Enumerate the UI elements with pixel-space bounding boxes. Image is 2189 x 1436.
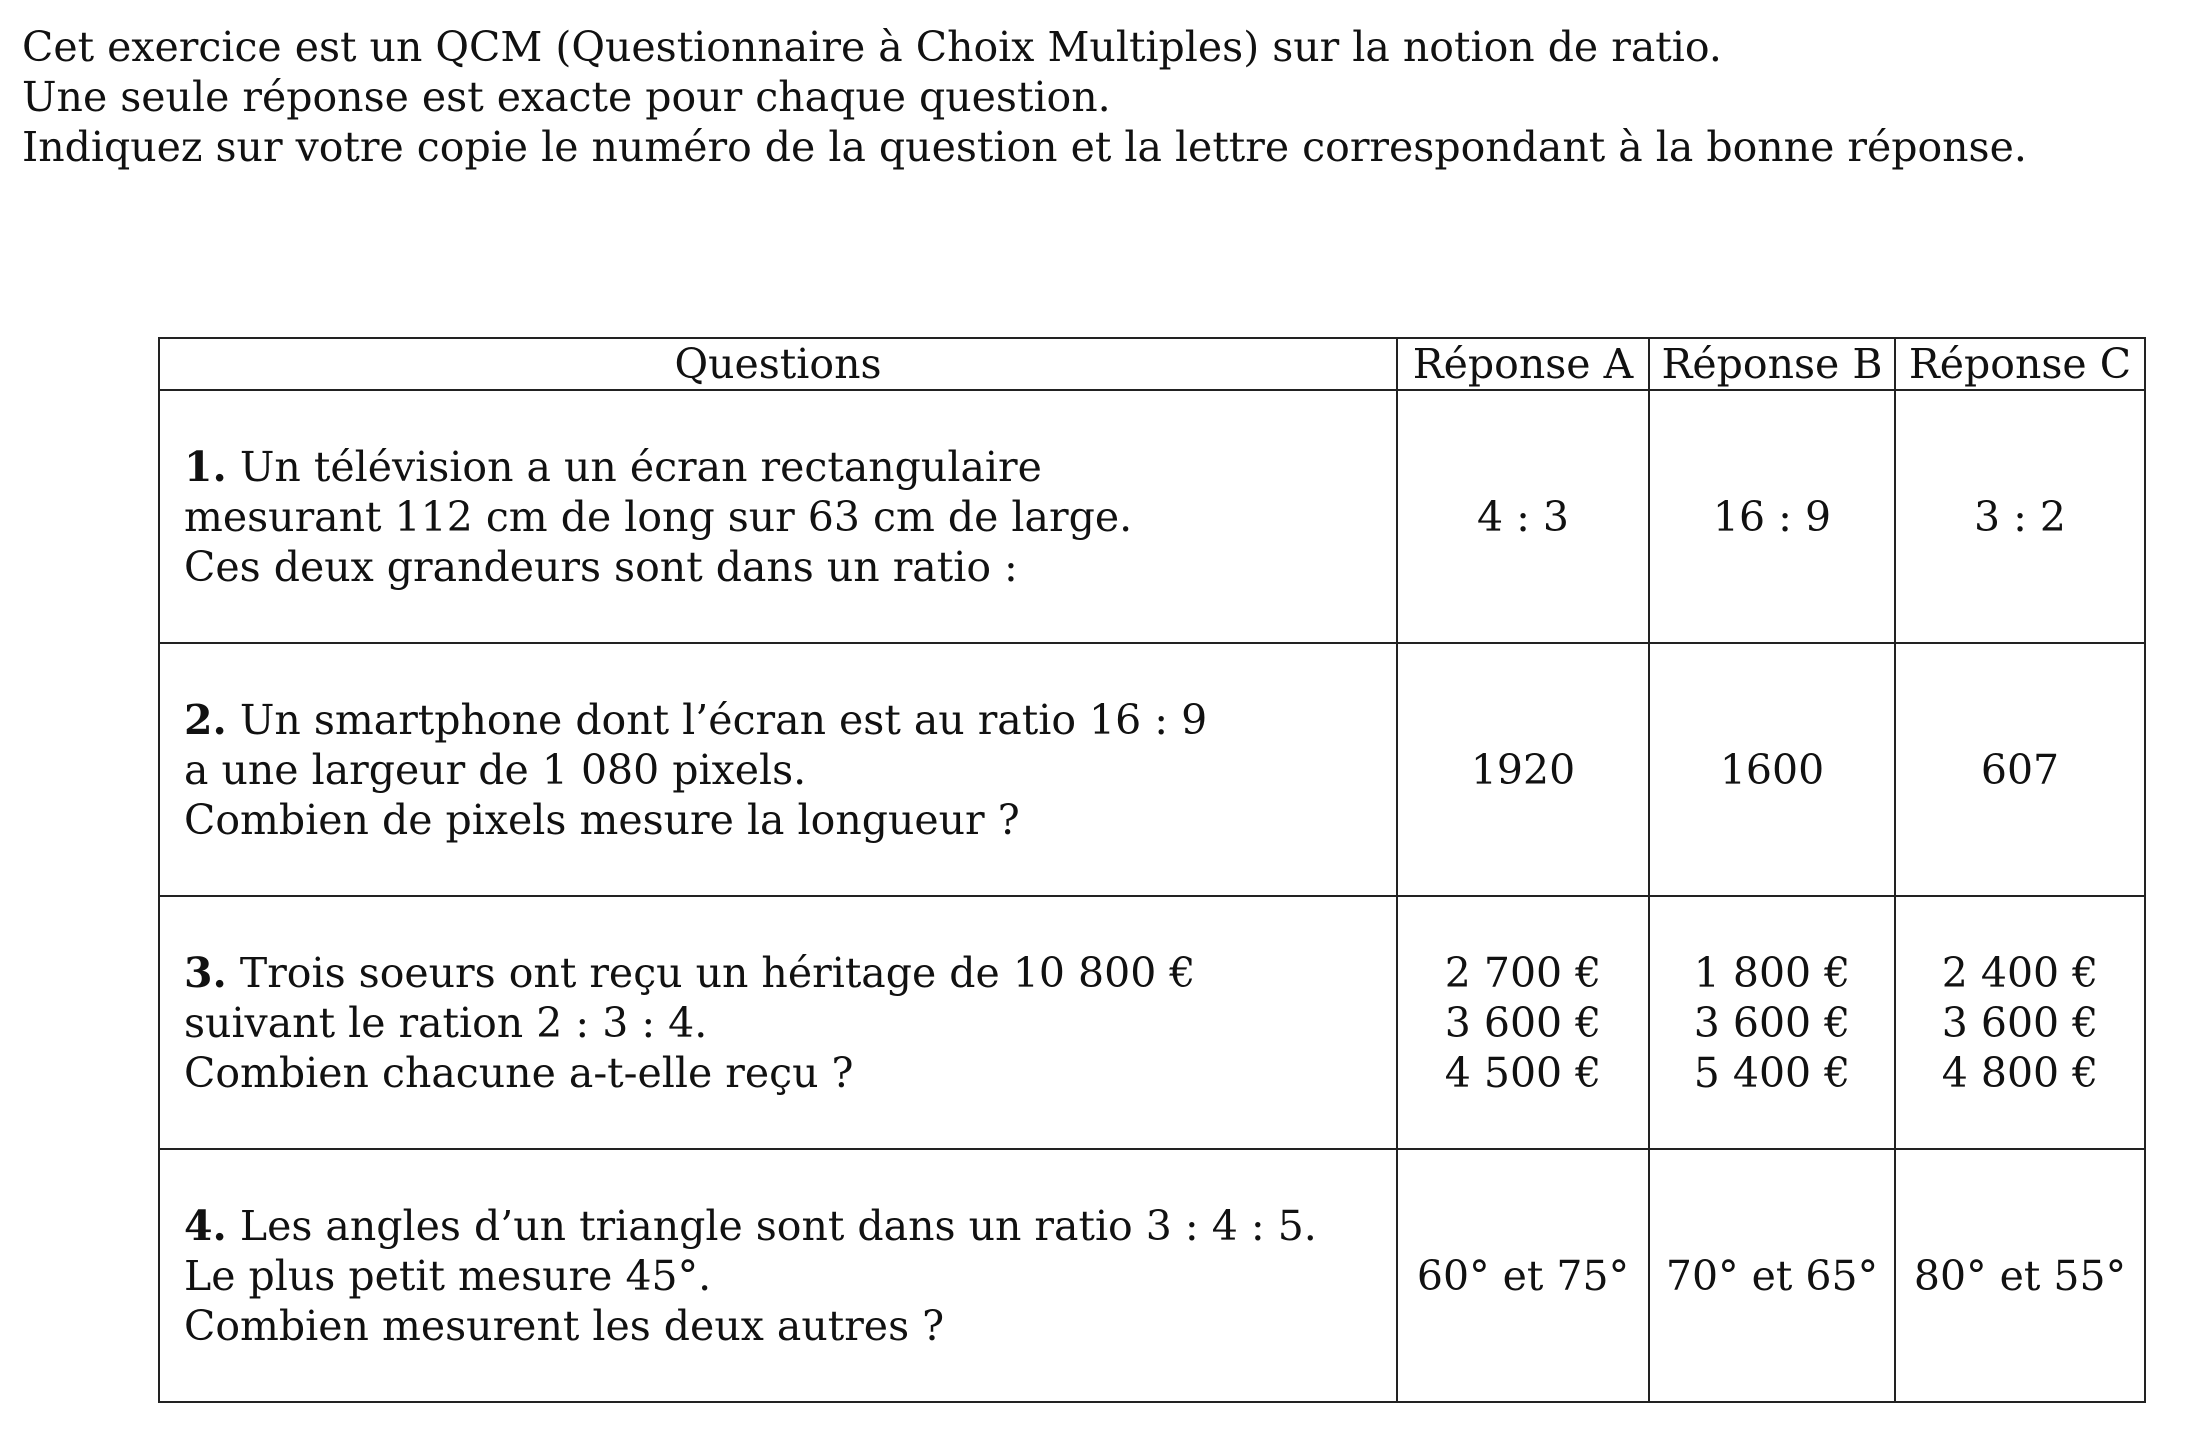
answer-value: 80° et 55° bbox=[1913, 1251, 2127, 1300]
answer-a bbox=[1397, 390, 1649, 643]
answer-b bbox=[1649, 1149, 1895, 1402]
answer-value: 5 400 € bbox=[1693, 1048, 1851, 1097]
table-row bbox=[159, 1149, 2145, 1402]
question-line: Le plus petit mesure 45°. bbox=[184, 1251, 712, 1300]
question-line bbox=[184, 1201, 1396, 1251]
answer-value: 4 : 3 bbox=[1476, 492, 1570, 541]
answer-c bbox=[1895, 643, 2145, 896]
answer-value: 4 800 € bbox=[1941, 1048, 2099, 1097]
question-4 bbox=[159, 1149, 1397, 1402]
answer-value: 2 700 € bbox=[1444, 948, 1602, 997]
question-line bbox=[184, 442, 1396, 492]
question-line: Combien chacune a-t-elle reçu ? bbox=[184, 1048, 854, 1097]
answer-value: 3 600 € bbox=[1693, 998, 1851, 1047]
instruction-line-1: Cet exercice est un QCM (Questionnaire à Choix Multiples) sur la notion de ratio. bbox=[22, 23, 1722, 71]
answer-b bbox=[1649, 643, 1895, 896]
question-1 bbox=[159, 390, 1397, 643]
question-text: Trois soeurs ont reçu un héritage de 10 800 € bbox=[226, 948, 1196, 997]
question-line: Combien de pixels mesure la longueur ? bbox=[184, 795, 1020, 844]
answer-b bbox=[1649, 390, 1895, 643]
question-line: Combien mesurent les deux autres ? bbox=[184, 1301, 945, 1350]
header-answer-a: Réponse A bbox=[1397, 338, 1649, 390]
answer-c bbox=[1895, 390, 2145, 643]
question-line: suivant le ration 2 : 3 : 4. bbox=[184, 998, 708, 1047]
answer-b bbox=[1649, 896, 1895, 1149]
answer-c bbox=[1895, 1149, 2145, 1402]
answer-value: 2 400 € bbox=[1941, 948, 2099, 997]
answer-value: 1600 bbox=[1719, 745, 1825, 794]
question-number: 3. bbox=[184, 948, 227, 997]
question-line bbox=[184, 948, 1396, 998]
answer-value: 4 500 € bbox=[1444, 1048, 1602, 1097]
question-number: 4. bbox=[184, 1201, 227, 1250]
question-text: Un smartphone dont l’écran est au ratio 16 : 9 bbox=[226, 695, 1208, 744]
instruction-line-3: Indiquez sur votre copie le numéro de la question et la lettre correspondant à la bonne réponse. bbox=[22, 123, 2027, 171]
answer-a bbox=[1397, 643, 1649, 896]
question-line: Ces deux grandeurs sont dans un ratio : bbox=[184, 542, 1018, 591]
question-2 bbox=[159, 643, 1397, 896]
question-number: 1. bbox=[184, 442, 227, 491]
qcm-table bbox=[158, 337, 2146, 1403]
question-text: Les angles d’un triangle sont dans un ratio 3 : 4 : 5. bbox=[226, 1201, 1317, 1250]
answer-value: 1920 bbox=[1470, 745, 1576, 794]
table-row bbox=[159, 643, 2145, 896]
question-line: mesurant 112 cm de long sur 63 cm de large. bbox=[184, 492, 1133, 541]
header-answer-c: Réponse C bbox=[1895, 338, 2145, 390]
question-3 bbox=[159, 896, 1397, 1149]
question-number: 2. bbox=[184, 695, 227, 744]
answer-value: 60° et 75° bbox=[1416, 1251, 1630, 1300]
header-questions: Questions bbox=[159, 338, 1397, 390]
answer-value: 70° et 65° bbox=[1665, 1251, 1879, 1300]
answer-a bbox=[1397, 1149, 1649, 1402]
table-row bbox=[159, 390, 2145, 643]
table-header-row bbox=[159, 338, 2145, 390]
answer-value: 16 : 9 bbox=[1712, 492, 1832, 541]
header-answer-b: Réponse B bbox=[1649, 338, 1895, 390]
table-row bbox=[159, 896, 2145, 1149]
question-line: a une largeur de 1 080 pixels. bbox=[184, 745, 807, 794]
answer-value: 3 600 € bbox=[1941, 998, 2099, 1047]
answer-value: 3 600 € bbox=[1444, 998, 1602, 1047]
answer-value: 607 bbox=[1980, 745, 2060, 794]
answer-value: 3 : 2 bbox=[1973, 492, 2067, 541]
answer-c bbox=[1895, 896, 2145, 1149]
instructions bbox=[22, 22, 2027, 172]
answer-a bbox=[1397, 896, 1649, 1149]
instruction-line-2: Une seule réponse est exacte pour chaque question. bbox=[22, 73, 1111, 121]
question-text: Un télévision a un écran rectangulaire bbox=[226, 442, 1042, 491]
question-line bbox=[184, 695, 1396, 745]
answer-value: 1 800 € bbox=[1693, 948, 1851, 997]
